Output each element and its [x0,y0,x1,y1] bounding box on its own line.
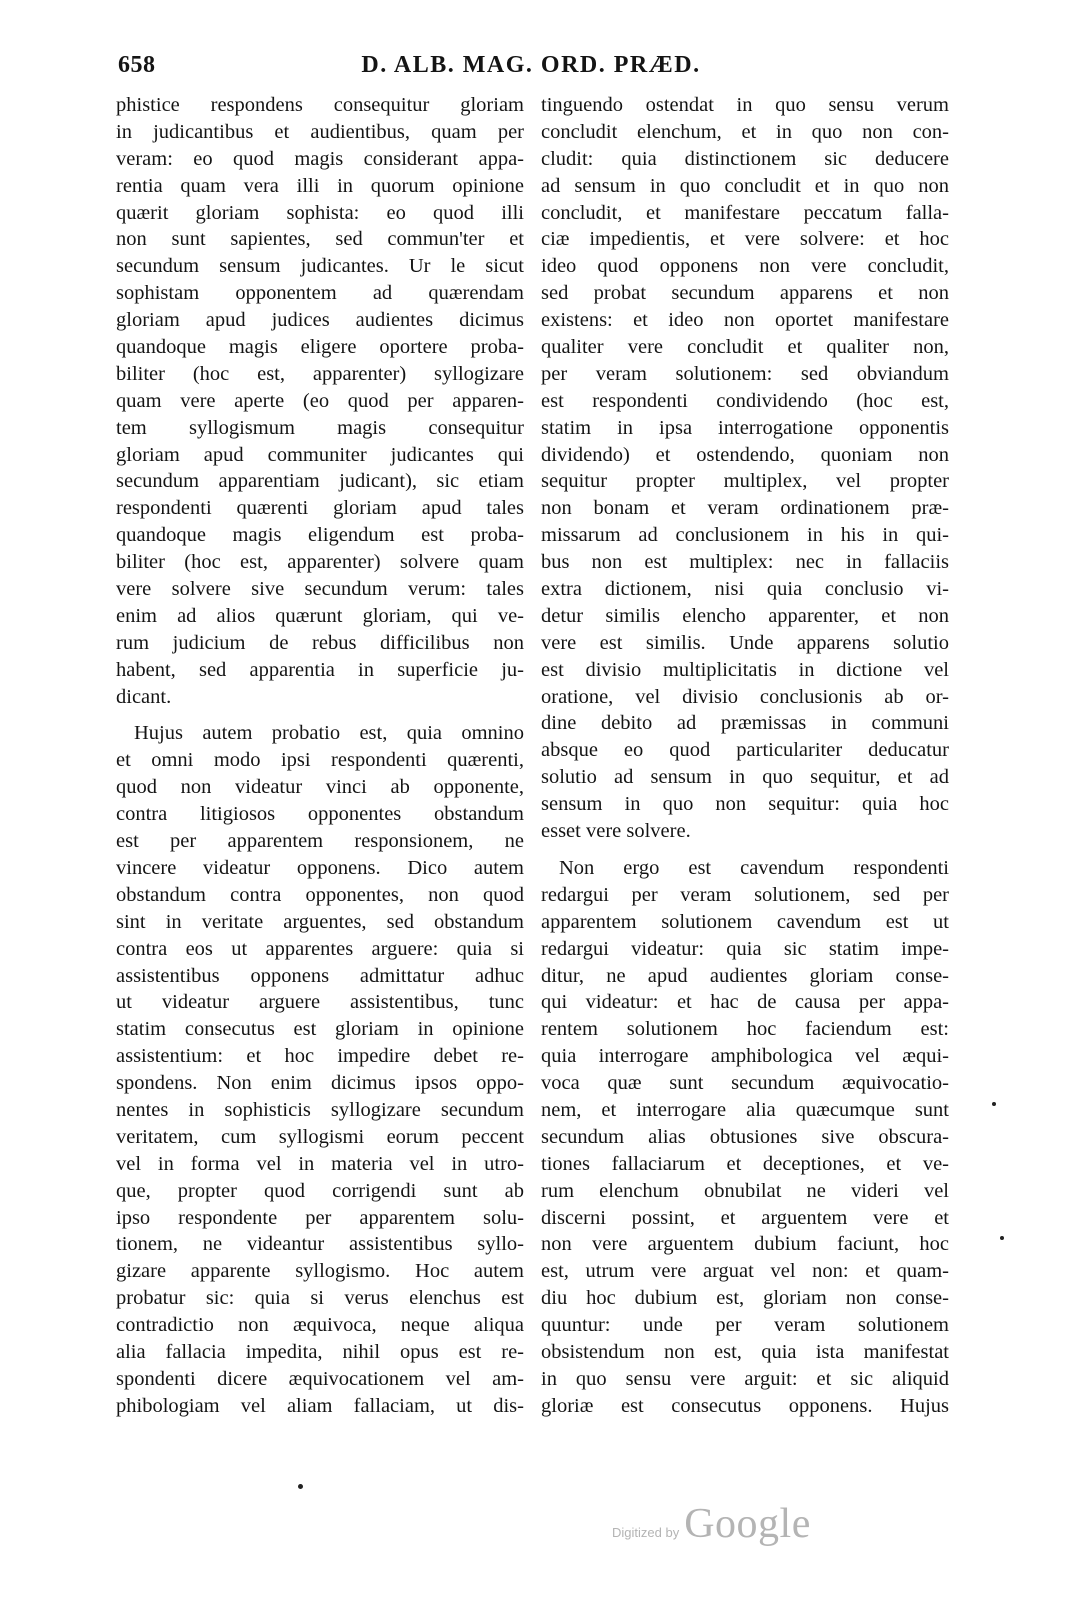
text-line: secundum apparentiam judicant), sic etiam [116,470,524,493]
paragraph-gap [541,845,949,855]
text-line: phistice respondens consequitur gloriam [116,94,524,116]
text-line: secundum sensum judicantes. Ur le sicut [116,255,524,278]
text-line: quuntur: unde per veram solutionem [541,1314,949,1337]
ink-speck [1000,1236,1004,1240]
text-line: ideo quod opponens non vere concludit, [541,255,949,278]
text-line: tiones fallaciarum et deceptiones, et ve- [541,1152,949,1175]
text-line: apparentem solutionem cavendum est ut [541,910,949,933]
text-line: nem, et interrogare alia quæcumque sunt [541,1098,949,1121]
text-line: non bonam et veram ordinationem præ- [541,497,949,520]
text-line: ut videatur arguere assistentibus, tunc [116,991,524,1014]
text-line: dividendo) et ostendendo, quoniam non [541,443,949,466]
text-line: rentem solutionem hoc faciendum est: [541,1018,949,1041]
text-line: assistentium: et hoc impedire debet re- [116,1045,524,1068]
text-line: qui videatur: et hac de causa per appa- [541,991,949,1014]
text-line: obstandum contra opponentes, non quod [116,883,524,906]
text-line: sint in veritate arguentes, sed obstandum [116,910,524,933]
text-line: sensum in quo non sequitur: quia hoc [541,793,949,816]
text-line: habent, sed apparentia in superficie ju- [116,658,524,681]
text-line: quam vere aperte (eo quod per apparen- [116,389,524,412]
text-line: secundum alias obtusiones sive obscura- [541,1125,949,1148]
text-line: quandoque magis eligere oportere proba- [116,336,524,359]
text-line: biliter (hoc est, apparenter) syllogizare [116,362,524,385]
right-text-column [541,92,949,1420]
text-line: concludit, et manifestare peccatum falla- [541,201,949,224]
text-line: probatur sic: quia si verus elenchus est [116,1287,524,1310]
text-line: voca quæ sunt secundum æquivocatio- [541,1072,949,1095]
digitized-by-text: Digitized by [612,1525,680,1540]
text-line: gloriam apud communiter judicantes qui [116,443,524,466]
google-logo: Google [684,1501,811,1547]
text-line: contradictio non æquivoca, neque aliqua [116,1314,524,1337]
text-line: statim consecutus est gloriam in opinione [116,1018,524,1041]
text-line: et omni modo ipsi respondenti quærenti, [116,749,524,772]
text-line: solutio ad sensum in quo sequitur, et ad [541,766,949,789]
text-line: gloriam apud judices audientes dicimus [116,309,524,332]
text-line: dine debito ad præmissas in communi [541,712,949,735]
text-line: ipso respondente per apparentem solu- [116,1206,524,1229]
text-line: que, propter quod corrigendi sunt ab [116,1179,524,1202]
text-line: tem syllogismum magis consequitur [116,416,524,439]
text-line: obsistendum non est, quia ista manifestat [541,1340,949,1363]
text-line: veram: eo quod magis considerant appa- [116,147,524,170]
text-line: gloriæ est consecutus opponens. Hujus [541,1394,949,1417]
text-line: extra dictionem, nisi quia conclusio vi- [541,578,949,601]
text-line: est per apparentem responsionem, ne [116,830,524,853]
text-line: veritatem, cum syllogismi eorum peccent [116,1125,524,1148]
page-number: 658 [118,52,156,78]
text-line: spondens. Non enim dicimus ipsos oppo- [116,1072,524,1095]
text-line: in judicantibus et audientibus, quam per [116,120,524,143]
text-line: ad sensum in quo concludit et in quo non [541,174,949,197]
text-line: rum judicium de rebus difficilibus non [116,631,524,654]
text-line: tinguendo ostendat in quo sensu verum [541,94,949,116]
text-line: dicant. [116,685,172,708]
ink-speck [992,1102,996,1106]
text-line: Hujus autem probatio est, quia omnino [134,722,524,745]
text-line: est divisio multiplicitatis in dictione vel [541,658,949,681]
text-line: in quo sensu vere arguit: et sic aliquid [541,1367,949,1390]
text-line: per veram solutionem: sed obviandum [541,362,949,385]
text-line: concludit elenchum, et in quo non con- [541,120,949,143]
text-line: assistentibus opponens admittatur adhuc [116,964,524,987]
text-line: quandoque magis eligendum est proba- [116,524,524,547]
text-line: est, utrum vere arguat vel non: et quam- [541,1260,949,1283]
text-line: redargui videatur: quia sic statim impe- [541,937,949,960]
text-line: diu hoc dubium est, gloriam non conse- [541,1287,949,1310]
text-line: enim ad alios quærunt gloriam, qui ve- [116,604,524,627]
paragraph-gap [116,710,524,720]
text-line: redargui per veram solutionem, sed per [541,883,949,906]
text-line: vel in forma vel in materia vel in utro- [116,1152,524,1175]
text-line: qualiter vere concludit et qualiter non, [541,336,949,359]
text-line: sed probat secundum apparens et non [541,282,949,305]
text-line: gizare apparente syllogismo. Hoc autem [116,1260,524,1283]
text-line: respondenti quærenti gloriam apud tales [116,497,524,520]
text-line: discerni possint, et arguentem vere et [541,1206,949,1229]
text-line: contra eos ut apparentes arguere: quia si [116,937,524,960]
text-line: oratione, vel divisio conclusionis ab or- [541,685,949,708]
text-line: rum elenchum obnubilat ne videri vel [541,1179,949,1202]
text-line: tionem, ne videantur assistentibus syllo- [116,1233,524,1256]
text-line: vere est similis. Unde apparens solutio [541,631,949,654]
text-line: non sunt sapientes, sed commun'ter et [116,228,524,251]
text-line: vincere videatur opponens. Dico autem [116,856,524,879]
text-line: quia interrogare amphibologica vel æqui- [541,1045,949,1068]
text-line: bus non est multiplex: nec in fallaciis [541,551,949,574]
text-line: ciæ impedientis, et vere solvere: et hoc [541,228,949,251]
left-text-column [116,92,524,1420]
text-line: quærit gloriam sophista: eo quod illi [116,201,524,224]
text-line: absque eo quod particulariter deducatur [541,739,949,762]
text-line: alia fallacia impedita, nihil opus est re- [116,1340,524,1363]
text-line: statim in ipsa interrogatione opponentis [541,416,949,439]
text-line: spondenti dicere æquivocationem vel am- [116,1367,524,1390]
text-line: sophistam opponentem ad quærendam [116,282,524,305]
text-line: cludit: quia distinctionem sic deducere [541,147,949,170]
ink-speck [298,1484,303,1489]
text-line: quod non videatur vinci ab opponente, [116,776,524,799]
text-line: nentes in sophisticis syllogizare secundum [116,1098,524,1121]
digitized-by-watermark [612,1500,811,1548]
text-line: vere solvere sive secundum verum: tales [116,578,524,601]
text-line: ditur, ne apud audientes gloriam conse- [541,964,949,987]
text-line: esset vere solvere. [541,820,691,843]
text-line: missarum ad conclusionem in his in qui- [541,524,949,547]
text-line: non vere arguentem dubium faciunt, hoc [541,1233,949,1256]
text-line: rentia quam vera illi in quorum opinione [116,174,524,197]
text-line: biliter (hoc est, apparenter) solvere quam [116,551,524,574]
text-line: contra litigiosos opponentes obstandum [116,803,524,826]
text-line: est respondenti condividendo (hoc est, [541,389,949,412]
running-title: D. ALB. MAG. ORD. PRÆD. [361,52,701,78]
text-line: existens: et ideo non oportet manifestare [541,309,949,332]
text-line: Non ergo est cavendum respondenti [559,856,949,879]
page-header [110,52,952,88]
text-line: sequitur propter multiplex, vel propter [541,470,949,493]
text-line: detur similis elencho apparenter, et non [541,604,949,627]
text-line: phibologiam vel aliam fallaciam, ut dis- [116,1394,524,1417]
